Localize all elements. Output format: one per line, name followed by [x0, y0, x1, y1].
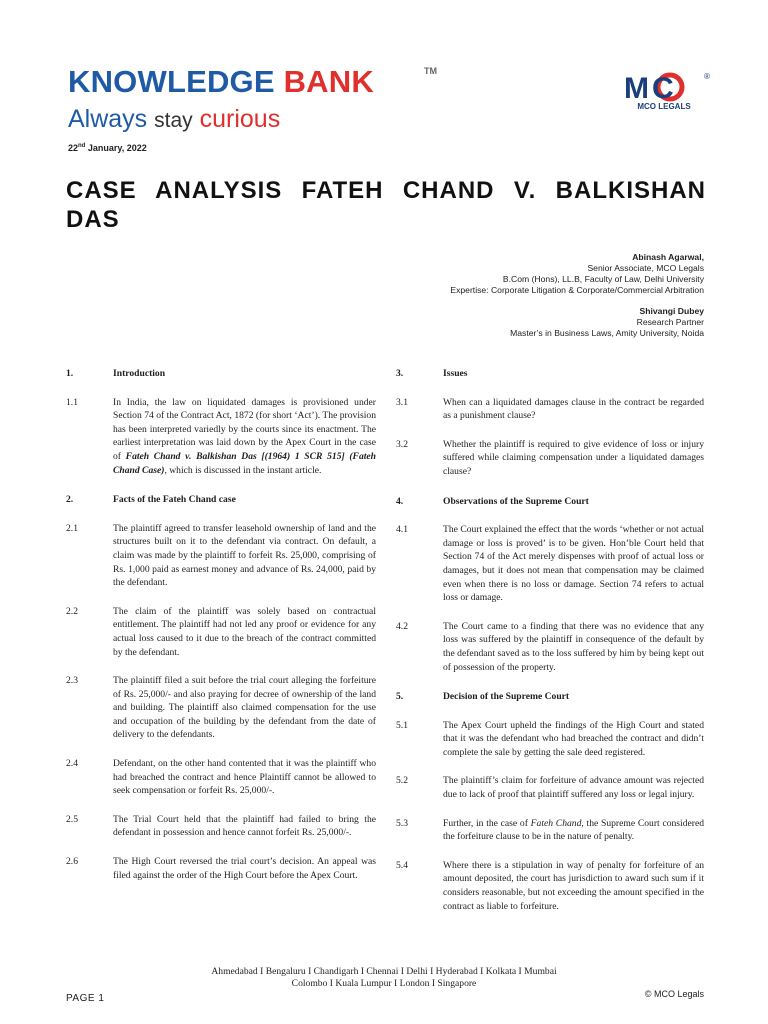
footer-offices-line2: Colombo I Kuala Lumpur I London I Singapore — [291, 978, 477, 989]
tagline-word2: stay — [154, 109, 193, 132]
svg-text:M: M — [624, 72, 648, 104]
section-number: 4. — [396, 495, 404, 507]
paragraph-text: The claim of the plaintiff was solely based on contractual entitlement. The plaintiff had not led any proof or evidence for any actual loss caused to it due to the breach of the contract committed by the defendant. — [113, 605, 376, 658]
paragraph-text: The plaintiff filed a suit before the trial court alleging the forfeiture of Rs. 25,000/- and also praying for decree of ownership of the land and building. The plaintiff also claimed compensation for the use and occupation of the building by the defendant from the date of delivery to the defendants. — [113, 675, 376, 741]
paragraph — [66, 522, 376, 590]
author-line: Expertise: Corporate Litigation & Corporate/Commercial Arbitration — [450, 285, 704, 295]
date-suffix: nd — [78, 143, 86, 149]
section-heading — [66, 493, 376, 507]
paragraph-text: Defendant, on the other hand contented that it was the plaintiff who had breached the contract and hence Plaintiff cannot be allowed to seek compensation or forfeit Rs. 25,000/-. — [113, 758, 376, 797]
section-number: 2.5 — [66, 813, 78, 825]
mco-logo-mark — [622, 70, 714, 104]
brand-title — [68, 64, 374, 100]
paragraph — [396, 817, 704, 844]
paragraph — [396, 719, 704, 760]
section-number: 4.2 — [396, 620, 408, 632]
date-rest: January, 2022 — [85, 143, 147, 153]
author-name: Abinash Agarwal, — [632, 252, 704, 262]
tagline-word3: curious — [199, 105, 281, 133]
author-line: B.Com (Hons), LL.B, Faculty of Law, Delhi University — [502, 274, 704, 284]
paragraph-text: The High Court reversed the trial court’s decision. An appeal was filed against the order of the High Court before the Apex Court. — [113, 856, 376, 881]
paragraph-text: The plaintiff’s claim for forfeiture of advance amount was rejected due to lack of proof that plaintiff suffered any loss or legal injury. — [443, 775, 704, 801]
left-column — [66, 367, 376, 882]
trademark-mark: TM — [424, 66, 437, 76]
brand-title-word1: KNOWLEDGE — [68, 64, 275, 99]
paragraph — [66, 757, 376, 798]
section-heading-text: Issues — [443, 368, 468, 379]
section-number: 5. — [396, 691, 404, 703]
paragraph — [396, 620, 704, 674]
section-number: 2.3 — [66, 675, 78, 687]
author-name: Shivangi Dubey — [639, 306, 704, 316]
text-segment: , which is discussed in the instant article. — [164, 464, 322, 476]
section-number: 5.1 — [396, 719, 408, 731]
mco-logo-subtitle: MCO LEGALS — [637, 102, 691, 111]
section-number: 5.4 — [396, 859, 408, 871]
text-segment: Fateh Chand v. Balkishan Das [(1964) 1 SCR 515] (Fateh Chand Case) — [113, 450, 377, 476]
section-heading — [396, 495, 704, 509]
author-2 — [364, 306, 704, 339]
paragraph — [66, 855, 376, 882]
section-number: 4.1 — [396, 524, 408, 536]
paragraph — [66, 813, 376, 840]
paragraph-text: Whether the plaintiff is required to give evidence of loss or injury suffered while claiming compensation under a liquidated damages clause? — [443, 438, 704, 477]
right-column — [396, 367, 704, 913]
section-number: 2.6 — [66, 856, 78, 868]
author-line: Master’s in Business Laws, Amity University, Noida — [510, 328, 704, 338]
publication-date — [68, 143, 147, 153]
page-number: PAGE 1 — [66, 993, 105, 1004]
section-number: 1.1 — [66, 396, 78, 408]
section-number: 3. — [396, 368, 404, 379]
tagline-word1: Always — [68, 105, 148, 133]
date-day: 22 — [68, 143, 79, 153]
paragraph-text: The Court came to a finding that there was no evidence that any loss was suffered by the plaintiff in consequence of the default by the defendant saved as to the loss suffered by him by being kept out of possession of the property. — [443, 620, 704, 673]
section-heading — [66, 367, 376, 381]
paragraph-text: The Trial Court held that the plaintiff had failed to bring the defendant in possession and hence cannot forfeit Rs. 25,000/-. — [113, 813, 376, 839]
paragraph — [396, 774, 704, 801]
section-number: 3.2 — [396, 438, 408, 450]
section-number: 2.1 — [66, 522, 78, 534]
section-heading — [396, 690, 704, 704]
section-heading-text: Observations of the Supreme Court — [443, 495, 589, 507]
section-number: 1. — [66, 368, 74, 379]
section-heading-text: Decision of the Supreme Court — [443, 691, 570, 703]
section-heading-text: Introduction — [113, 368, 166, 379]
svg-text:®: ® — [704, 72, 710, 81]
brand-tagline — [68, 104, 280, 136]
section-number: 2. — [66, 494, 74, 506]
author-1 — [364, 252, 704, 296]
copyright-notice: © MCO Legals — [644, 989, 704, 999]
section-number: 2.4 — [66, 758, 78, 770]
paragraph-text: When can a liquidated damages clause in the contract be regarded as a punishment clause? — [443, 396, 704, 422]
text-segment: Fateh Chand — [530, 817, 582, 829]
author-line: Senior Associate, MCO Legals — [587, 263, 704, 273]
section-heading-text: Facts of the Fateh Chand case — [113, 494, 236, 506]
paragraph-text — [443, 817, 704, 844]
paragraph — [66, 605, 376, 659]
paragraph-text: The plaintiff agreed to transfer leasehold ownership of land and the structures built on it to the defendant via contract. On default, a claim was made by the plaintiff to forfeit Rs. 25,000, comprising of Rs. 1,000 paid as earnest money and advance of Rs. 24,000, paid by the defendant. — [113, 522, 376, 589]
text-segment: Further, in the case of — [443, 817, 531, 829]
section-number: 3.1 — [396, 396, 408, 408]
text-segment: In India, the law on liquidated damages is provisioned under Section 74 of the Contract Act, 1872 (for short ‘Act’). The provision has been interpreted variedly by the courts since its enactment. The earliest interpretation was laid down by the Apex Court in the case of — [113, 396, 376, 462]
section-number: 5.2 — [396, 775, 408, 787]
footer-offices-line1: Ahmedabad I Bengaluru I Chandigarh I Chennai I Delhi I Hyderabad I Kolkata I Mumbai — [211, 966, 557, 977]
paragraph-text: The Court explained the effect that the words ‘whether or not actual damage or loss is proved’ is to be given. Hon’ble Court held that Section 74 of the Act merely dispenses with proof of actual loss or damages, but it does not mean that compensation may be claimed even when there is no loss or damage. Section 74 refers to actual loss or damage. — [443, 524, 704, 604]
section-number: 5.3 — [396, 817, 408, 829]
section-number: 2.2 — [66, 605, 78, 617]
paragraph — [396, 859, 704, 913]
paragraph — [396, 523, 704, 605]
paragraph-text: The Apex Court upheld the findings of the High Court and stated that it was the defendant who had breached the contract and didn’t complete the sale by getting the sale deed registered. — [443, 719, 704, 758]
paragraph — [396, 438, 704, 479]
author-line: Research Partner — [636, 317, 704, 327]
brand-title-word2: BANK — [283, 64, 374, 99]
paragraph — [66, 674, 376, 742]
text-segment: , the Supreme Court considered the forfeiture clause to be in the nature of penalty. — [443, 817, 704, 843]
mco-logo-letter-c: C — [652, 72, 674, 104]
paragraph-text — [113, 396, 376, 478]
article-title: CASE ANALYSIS FATEH CHAND V. BALKISHAN DAS — [66, 177, 706, 233]
author-block — [364, 252, 704, 339]
paragraph — [66, 396, 376, 478]
paragraph — [396, 396, 704, 423]
footer-offices — [100, 966, 668, 990]
paragraph-text: Where there is a stipulation in way of penalty for forfeiture of an amount deposited, the court has jurisdiction to award such sum if it considers reasonable, but not exceeding the amount specified in the contract as liable to forfeiture. — [443, 859, 704, 912]
section-heading — [396, 367, 704, 381]
